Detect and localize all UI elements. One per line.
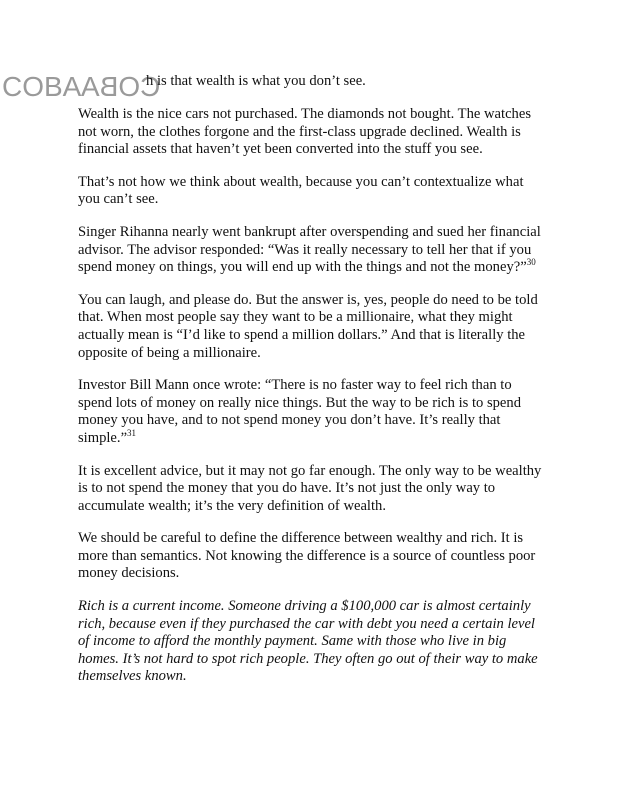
footnote-ref-31: 31	[127, 428, 137, 439]
watermark-text-left: COBA	[2, 71, 82, 102]
paragraph-6: It is excellent advice, but it may not go far enough. The only way to be wealthy is to not spend the money that you do have. It’s not just the only way to accumulate wealth; it’s the very definition of wealth.	[78, 462, 542, 514]
first-line-text: h is that wealth is what you don’t see.	[146, 73, 366, 89]
paragraph-7: We should be careful to define the difference between wealthy and rich. It is more than semantics. Not knowing the difference is a source of countless poor money decisions.	[78, 530, 536, 582]
paragraph-3: Singer Rihanna nearly went bankrupt after overspending and sued her financial advisor. The advisor responded: “Was it really necessary to tell her that if you spend money on things, you will end up with the things and not the money?”$^{30}$	[78, 223, 541, 276]
paragraph-1: Wealth is the nice cars not purchased. The diamonds not bought. The watches not worn, the clothes forgone and the first-class upgrade declined. Wealth is financial assets that haven’t yet been converted into the stuff you see.	[78, 106, 532, 158]
watermark-logo	[2, 73, 161, 101]
watermark-text-mirrored: COBA	[81, 71, 161, 102]
paragraph-4: You can laugh, and please do. But the answer is, yes, people do need to be told that. When most people say they want to be a millionaire, what they might actually mean is “I’d like to spend a million dollars.” And that is literally the opposite of being a millionaire.	[78, 291, 538, 361]
paragraph-5: Investor Bill Mann once wrote: “There is no faster way to feel rich than to spend lots of money on really nice things. But the way to be rich is to spend money you have, and to not spend money you don’t have. It’s really that simple.”$^{31}$	[78, 377, 522, 446]
body-text	[78, 106, 548, 701]
paragraph-8-italic: Rich is a current income. Someone driving a $100,000 car is almost certainly rich, because even if they purchased the car with debt you need a certain level of income to afford the monthly payment. Same with those who live in big homes. It’s not hard to spot rich people. They often go out of their way to make themselves known.	[78, 598, 538, 685]
footnote-ref-30: 30	[526, 257, 536, 268]
paragraph-2: That’s not how we think about wealth, because you can’t contextualize what you can’t see.	[78, 173, 524, 208]
